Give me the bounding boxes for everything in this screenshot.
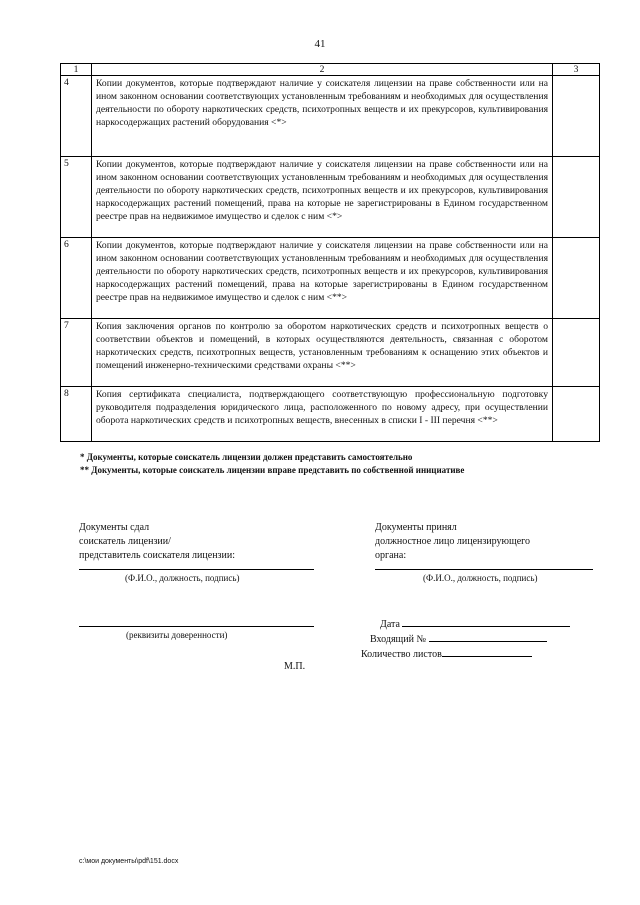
table-row [61, 387, 600, 442]
table-row [61, 238, 600, 319]
row-text: Копии документов, которые подтверждают наличие у соискателя лицензии на праве собственности или на ином законном основании соответствующих установленным требованиям и необходимых для осуществления деятельности по обороту наркотических средств, психотропных веществ и их прекурсоров, культивирования наркосодержащих растений помещений, права на которые не зарегистрированы в Едином государственном реестре прав на недвижимое имущество и сделок с ним <*> [92, 157, 553, 238]
incoming-number-field [429, 630, 547, 642]
row-number: 7 [61, 319, 92, 387]
row-number: 4 [61, 76, 92, 157]
row-number: 6 [61, 238, 92, 319]
page-number: 41 [314, 38, 326, 50]
receiver-signature-line [375, 569, 593, 570]
submitter-signature-line [79, 569, 314, 570]
date-field [402, 615, 570, 627]
row-text: Копия заключения органов по контролю за оборотом наркотических средств и психотропных веществ о соответствии объектов и помещений, в которых осуществляются деятельность, связанная с оборотом наркотических средств, психотропных веществ, установленным требованиям к оснащению этих объектов и помещений инженерно-техническими средствами охраны <**> [92, 319, 553, 387]
receiver-line-3: органа: [375, 550, 407, 561]
row-col3 [553, 157, 600, 238]
sheets-count-field [442, 645, 532, 657]
table-row [61, 76, 600, 157]
submitter-line-1: Документы сдал [79, 522, 150, 533]
receiver-signature-caption: (Ф.И.О., должность, подпись) [423, 573, 538, 583]
stamp-label: М.П. [284, 661, 306, 672]
header-col-3: 3 [553, 64, 600, 76]
footnote-2: ** Документы, которые соискатель лицензии вправе представить по собственной инициативе [80, 465, 465, 475]
footer-file-path: c:\мои документы\pdf\151.docx [79, 858, 179, 865]
documents-table [60, 63, 600, 442]
receiver-line-2: должностное лицо лицензирующего [375, 536, 530, 547]
row-text: Копии документов, которые подтверждают наличие у соискателя лицензии на праве собственности или на ином законном основании соответствующих установленным требованиям и необходимых для осуществления деятельности по обороту наркотических средств, психотропных веществ и их прекурсоров, культивирования наркосодержащих растений помещений, права на которые зарегистрированы в Едином государственном реестре прав на недвижимое имущество и сделок с ним <**> [92, 238, 553, 319]
header-col-1: 1 [61, 64, 92, 76]
submitter-line-2: соискатель лицензии/ [79, 536, 171, 547]
table-header-row [61, 64, 600, 76]
row-col3 [553, 319, 600, 387]
table-row [61, 319, 600, 387]
row-col3 [553, 238, 600, 319]
sheets-row [361, 645, 532, 662]
footnote-1: * Документы, которые соискатель лицензии должен представить самостоятельно [80, 452, 413, 462]
power-of-attorney-caption: (реквизиты доверенности) [126, 630, 228, 640]
receiver-line-1: Документы принял [375, 522, 457, 533]
table-row [61, 157, 600, 238]
header-col-2: 2 [92, 64, 553, 76]
row-number: 5 [61, 157, 92, 238]
footnotes [80, 451, 464, 477]
power-of-attorney-line [79, 626, 314, 627]
incoming-number-label: Входящий № [370, 634, 427, 645]
date-label: Дата [380, 619, 400, 630]
row-text: Копии документов, которые подтверждают наличие у соискателя лицензии на праве собственности или на ином законном основании соответствующих установленным требованиям и необходимых для осуществления деятельности по обороту наркотических средств, психотропных веществ и их прекурсоров, культивирования наркосодержащих растений оборудования <*> [92, 76, 553, 157]
row-col3 [553, 387, 600, 442]
receiver-block [375, 521, 530, 563]
row-number: 8 [61, 387, 92, 442]
submitter-line-3: представитель соискателя лицензии: [79, 550, 235, 561]
row-text: Копия сертификата специалиста, подтверждающего соответствующую профессиональную подготовку руководителя подразделения юридического лица, расположенного по новому адресу, при осуществлении оборота наркотических средств и психотропных веществ, внесенных в списки I - III перечня <**> [92, 387, 553, 442]
submitter-block [79, 521, 235, 563]
submitter-signature-caption: (Ф.И.О., должность, подпись) [125, 573, 240, 583]
row-col3 [553, 76, 600, 157]
sheets-count-label: Количество листов [361, 649, 442, 660]
